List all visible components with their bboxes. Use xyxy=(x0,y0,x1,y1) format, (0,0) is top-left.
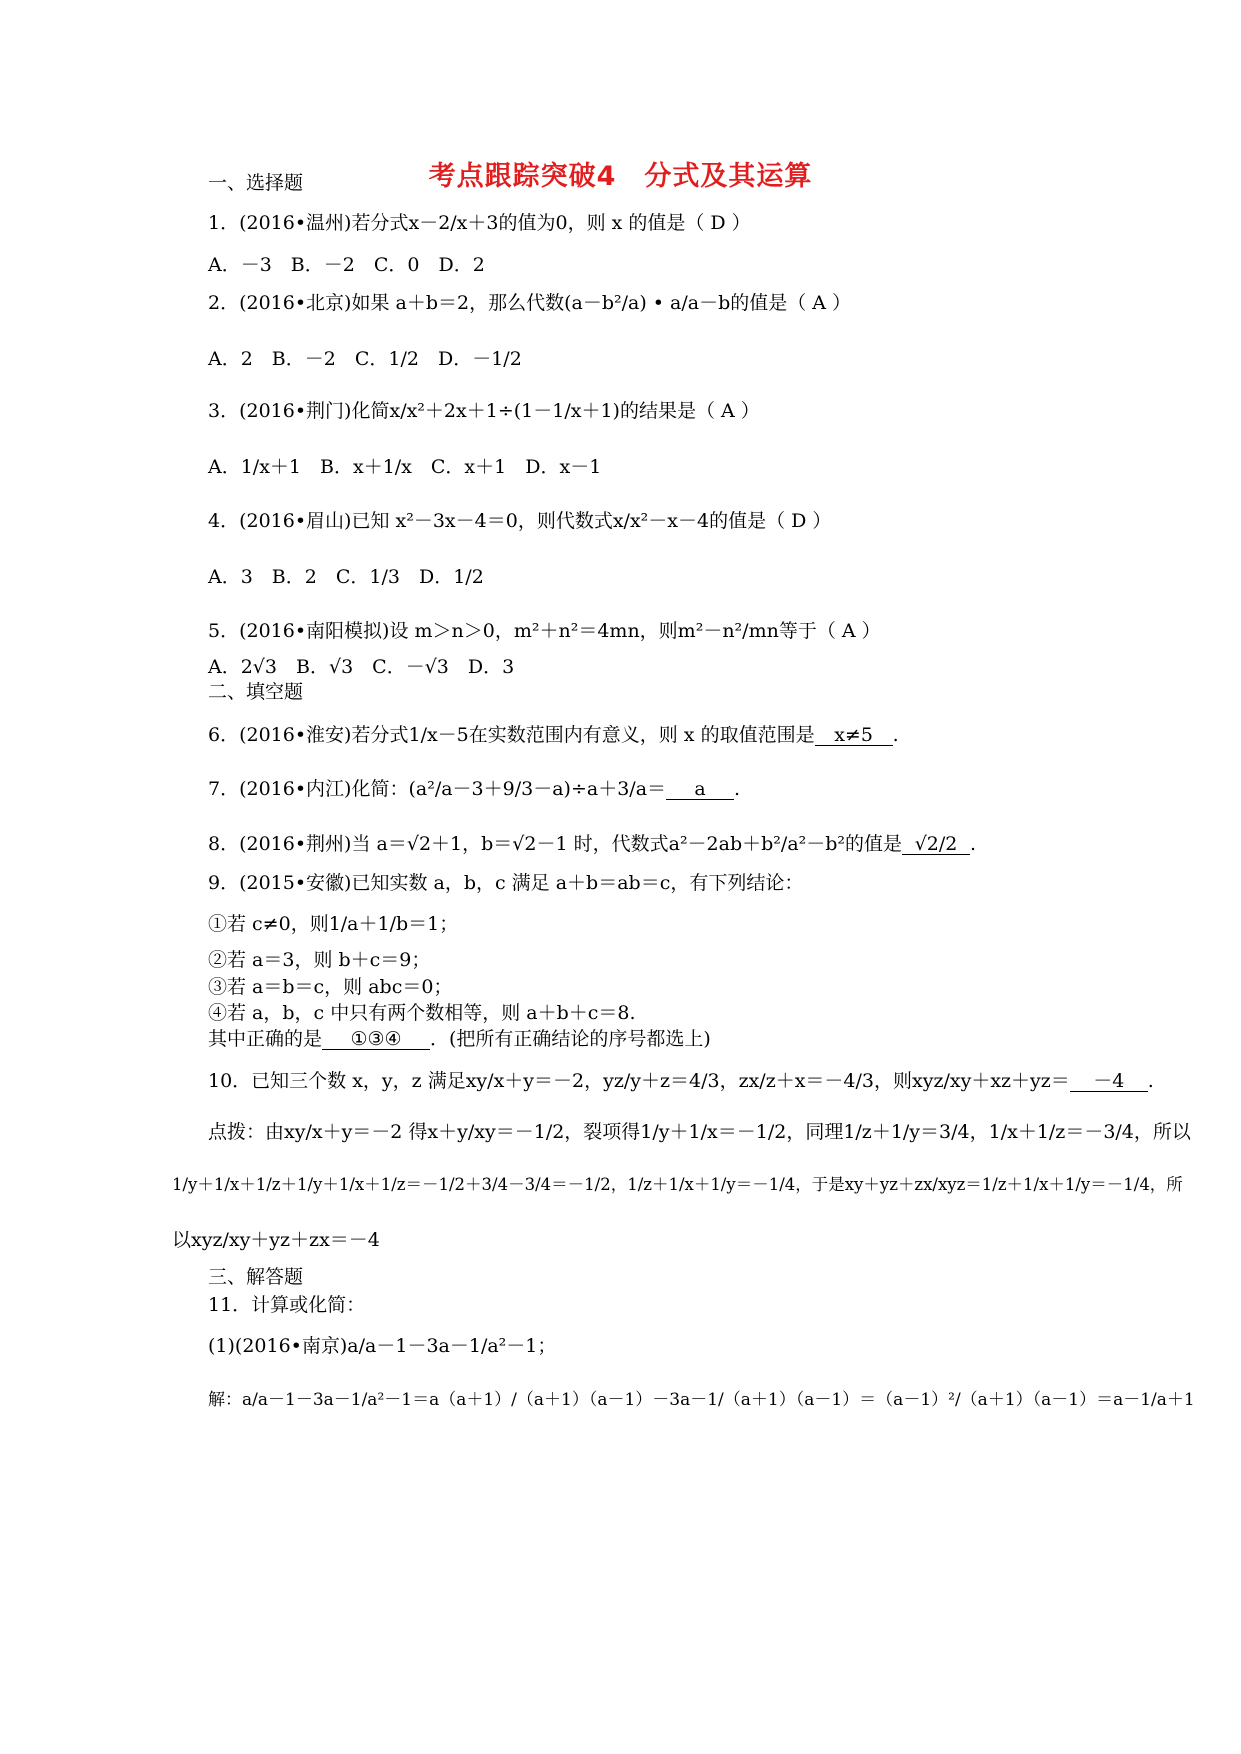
question-9-conclusion-3: ③若 a＝b＝c，则 abc＝0； xyxy=(208,976,453,998)
question-10-stem: 10．已知三个数 x，y，z 满足xy/x＋y＝－2，yz/y＋z＝4/3，zx/z＋x＝－4/3，则xyz/xy＋xz＋yz＝ xyxy=(208,1070,1070,1092)
question-9-tail-a: 其中正确的是 xyxy=(208,1028,323,1050)
question-5-options: A．2√3 B．√3 C．－√3 D．3 xyxy=(208,656,515,678)
question-2-options: A．2 B．－2 C．1/2 D．－1/2 xyxy=(208,348,522,370)
question-11-solution: 解：a/a－1－3a－1/a²－1＝a（a＋1）/（a＋1）（a－1）－3a－1/（a＋1）（a－1）＝（a－1）²/（a＋1）（a－1）＝a－1/a＋1 xyxy=(208,1390,1195,1410)
question-4-stem: 4．(2016•眉山)已知 x²－3x－4＝0，则代数式x/x²－x－4的值是（ D ） xyxy=(208,510,832,532)
question-5-stem: 5．(2016•南阳模拟)设 m＞n＞0，m²＋n²＝4mn，则m²－n²/mn等于（ A ） xyxy=(208,620,881,642)
question-7-answer: a xyxy=(666,780,734,800)
question-6: 6．(2016•淮安)若分式1/x－5在实数范围内有意义，则 x 的取值范围是 x≠5 . xyxy=(208,724,899,746)
section-heading-choice: 一、选择题 xyxy=(208,172,304,194)
section-heading-solve: 三、解答题 xyxy=(208,1266,304,1288)
question-10-hint-line-1: 点拨：由xy/x＋y＝－2 得x＋y/xy＝－1/2，裂项得1/y＋1/x＝－1/2，同理1/z＋1/y＝3/4，1/x＋1/z＝－3/4，所以 xyxy=(208,1121,1191,1143)
question-3-options: A．1/x＋1 B．x＋1/x C．x＋1 D．x－1 xyxy=(208,456,602,478)
question-10-hint-line-3: 以xyz/xy＋yz＋zx＝－4 xyxy=(172,1229,380,1251)
question-8: 8．(2016•荆州)当 a＝√2＋1，b＝√2－1 时，代数式a²－2ab＋b²/a²－b²的值是 √2/2 . xyxy=(208,833,977,855)
question-8-stem: 8．(2016•荆州)当 a＝√2＋1，b＝√2－1 时，代数式a²－2ab＋b²/a²－b²的值是 xyxy=(208,833,903,855)
question-9-stem: 9．(2015•安徽)已知实数 a，b，c 满足 a＋b＝ab＝c，有下列结论： xyxy=(208,872,804,894)
question-10: 10．已知三个数 x，y，z 满足xy/x＋y＝－2，yz/y＋z＝4/3，zx/z＋x＝－4/3，则xyz/xy＋xz＋yz＝ －4 . xyxy=(208,1070,1154,1092)
question-9-answer: ①③④ xyxy=(322,1030,430,1050)
question-7: 7．(2016•内江)化简：(a²/a－3＋9/3－a)÷a＋3/a＝ a . xyxy=(208,778,741,800)
section-heading-fill: 二、填空题 xyxy=(208,681,304,703)
question-10-hint-line-2: 1/y＋1/x＋1/z＋1/y＋1/x＋1/z＝－1/2＋3/4－3/4＝－1/2，1/z＋1/x＋1/y＝－1/4，于是xy＋yz＋zx/xyz＝1/z＋1/x＋1/y＝－1/4，所 xyxy=(172,1175,1183,1194)
question-9-conclusion-1: ①若 c≠0，则1/a＋1/b＝1； xyxy=(208,913,459,935)
question-1-options: A．－3 B．－2 C．0 D．2 xyxy=(208,254,485,276)
question-6-answer: x≠5 xyxy=(815,726,893,746)
question-4-options: A．3 B．2 C．1/3 D．1/2 xyxy=(208,566,484,588)
question-11-stem: 11．计算或化简： xyxy=(208,1294,366,1316)
question-9-answer-line xyxy=(208,1030,711,1050)
question-8-answer: √2/2 xyxy=(902,835,970,855)
page-title: 考点跟踪突破4 分式及其运算 xyxy=(428,161,813,192)
question-9-tail-b: ．(把所有正确结论的序号都选上) xyxy=(430,1028,711,1050)
question-11-part-1: (1)(2016•南京)a/a－1－3a－1/a²－1； xyxy=(208,1335,557,1357)
question-6-stem: 6．(2016•淮安)若分式1/x－5在实数范围内有意义，则 x 的取值范围是 xyxy=(208,724,815,746)
question-9-conclusion-4: ④若 a，b，c 中只有两个数相等，则 a＋b＋c＝8. xyxy=(208,1002,636,1024)
question-3-stem: 3．(2016•荆门)化简x/x²＋2x＋1÷(1－1/x＋1)的结果是（ A ） xyxy=(208,400,760,422)
question-9-conclusion-2: ②若 a＝3，则 b＋c＝9； xyxy=(208,949,431,971)
question-1-stem: 1．(2016•温州)若分式x－2/x＋3的值为0，则 x 的值是（ D ） xyxy=(208,212,751,234)
question-2-stem: 2．(2016•北京)如果 a＋b＝2，那么代数(a－b²/a) • a/a－b的值是（ A ） xyxy=(208,292,852,314)
question-10-answer: －4 xyxy=(1070,1072,1148,1092)
question-7-stem: 7．(2016•内江)化简：(a²/a－3＋9/3－a)÷a＋3/a＝ xyxy=(208,778,667,800)
